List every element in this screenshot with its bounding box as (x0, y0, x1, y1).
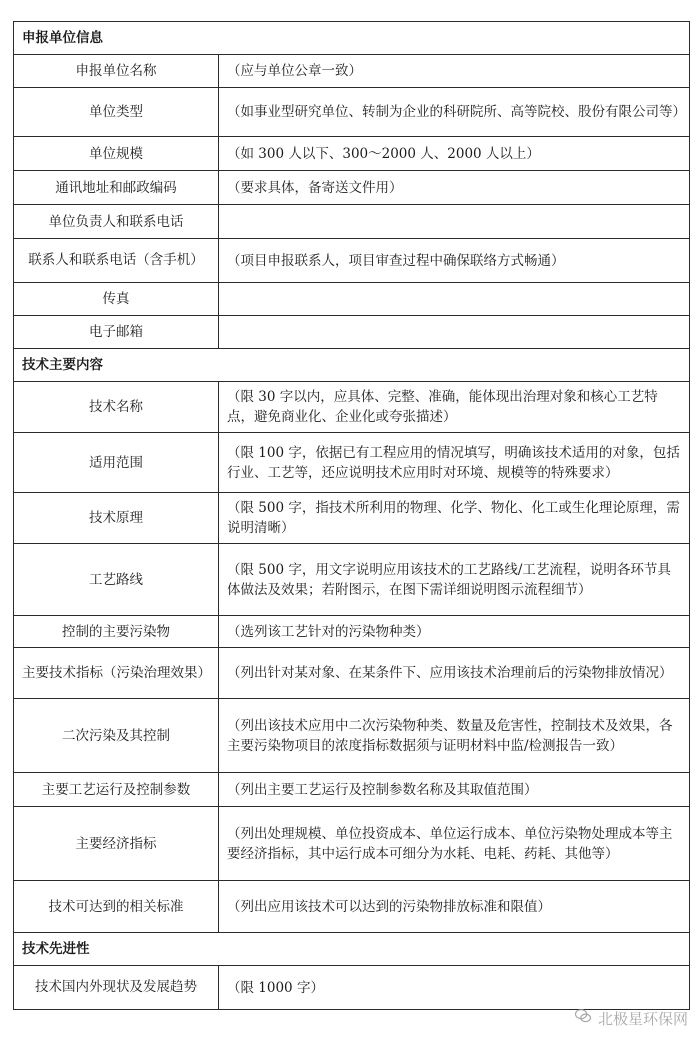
field-label: 传真 (14, 283, 219, 316)
table-row (14, 382, 690, 433)
field-label: 单位规模 (14, 137, 219, 171)
field-value[interactable]: （项目申报联系人，项目审查过程中确保联络方式畅通） (219, 239, 690, 283)
field-value[interactable]: （如事业型研究单位、转制为企业的科研院所、高等院校、股份有限公司等） (219, 88, 690, 137)
field-label: 工艺路线 (14, 544, 219, 616)
table-row (14, 283, 690, 316)
field-label: 电子邮箱 (14, 316, 219, 349)
application-form-table (13, 21, 690, 1010)
table-row (14, 205, 690, 239)
field-label: 单位负责人和联系电话 (14, 205, 219, 239)
field-value[interactable] (219, 205, 690, 239)
table-row (14, 88, 690, 137)
field-value[interactable]: （列出应用该技术可以达到的污染物排放标准和限值） (219, 881, 690, 933)
table-row (14, 648, 690, 699)
section-header-row (14, 349, 690, 382)
field-label-text: 联系人和联系电话（含手机） (28, 252, 204, 268)
field-value[interactable]: （应与单位公章一致） (219, 55, 690, 88)
watermark (574, 1007, 688, 1029)
wechat-icon (574, 1007, 592, 1029)
field-label: 技术原理 (14, 493, 219, 544)
field-value[interactable] (219, 283, 690, 316)
field-value[interactable]: （列出该技术应用中二次污染物种类、数量及危害性，控制技术及效果，各主要污染物项目的浓度指标数据须与证明材料中监/检测报告一致） (219, 699, 690, 773)
watermark-text: 北极星环保网 (597, 1009, 688, 1028)
field-value[interactable] (219, 316, 690, 349)
field-label: 控制的主要污染物 (14, 616, 219, 648)
field-label (14, 966, 219, 1010)
field-label: 通讯地址和邮政编码 (14, 171, 219, 205)
section-header-row (14, 933, 690, 966)
table-row (14, 316, 690, 349)
table-row (14, 239, 690, 283)
field-value[interactable]: （选列该工艺针对的污染物种类） (219, 616, 690, 648)
section-header-row (14, 22, 690, 55)
table-row (14, 699, 690, 773)
table-row (14, 616, 690, 648)
field-label-text: 主要技术指标（污染治理效果） (22, 665, 211, 681)
field-value[interactable]: （列出针对某对象、在某条件下、应用该技术治理前后的污染物排放情况） (219, 648, 690, 699)
field-value[interactable]: （限 500 字，用文字说明应用该技术的工艺路线/工艺流程，说明各环节具体做法及效果；若附图示，在图下需详细说明图示流程细节） (219, 544, 690, 616)
table-row (14, 544, 690, 616)
field-label: 主要工艺运行及控制参数 (14, 773, 219, 807)
field-label: 申报单位名称 (14, 55, 219, 88)
field-value[interactable]: （要求具体，备寄送文件用） (219, 171, 690, 205)
field-value[interactable]: （列出处理规模、单位投资成本、单位运行成本、单位污染物处理成本等主要经济指标，其中运行成本可细分为水耗、电耗、药耗、其他等） (219, 807, 690, 881)
field-label: 技术可达到的相关标准 (14, 881, 219, 933)
field-value[interactable]: （限 30 字以内，应具体、完整、准确，能体现出治理对象和核心工艺特点，避免商业化、企业化或夸张描述） (219, 382, 690, 433)
field-label (14, 648, 219, 699)
field-label (14, 239, 219, 283)
field-value[interactable]: （限 1000 字） (219, 966, 690, 1010)
table-row (14, 137, 690, 171)
table-row (14, 966, 690, 1010)
table-row (14, 433, 690, 493)
section-title: 申报单位信息 (14, 22, 690, 55)
table-row (14, 171, 690, 205)
field-label: 单位类型 (14, 88, 219, 137)
section-title: 技术先进性 (14, 933, 690, 966)
field-value[interactable]: （如 300 人以下、300～2000 人、2000 人以上） (219, 137, 690, 171)
field-label: 适用范围 (14, 433, 219, 493)
field-label: 主要经济指标 (14, 807, 219, 881)
field-value[interactable]: （列出主要工艺运行及控制参数名称及其取值范围） (219, 773, 690, 807)
field-value[interactable]: （限 100 字，依据已有工程应用的情况填写，明确该技术适用的对象，包括行业、工艺等，还应说明技术应用时对环境、规模等的特殊要求） (219, 433, 690, 493)
field-label-text: 技术国内外现状及发展趋势 (35, 979, 197, 995)
section-title: 技术主要内容 (14, 349, 690, 382)
field-label: 技术名称 (14, 382, 219, 433)
field-value[interactable]: （限 500 字，指技术所利用的物理、化学、物化、化工或生化理论原理，需说明清晰） (219, 493, 690, 544)
table-row (14, 773, 690, 807)
table-row (14, 807, 690, 881)
table-row (14, 55, 690, 88)
field-label: 二次污染及其控制 (14, 699, 219, 773)
table-row (14, 493, 690, 544)
table-row (14, 881, 690, 933)
